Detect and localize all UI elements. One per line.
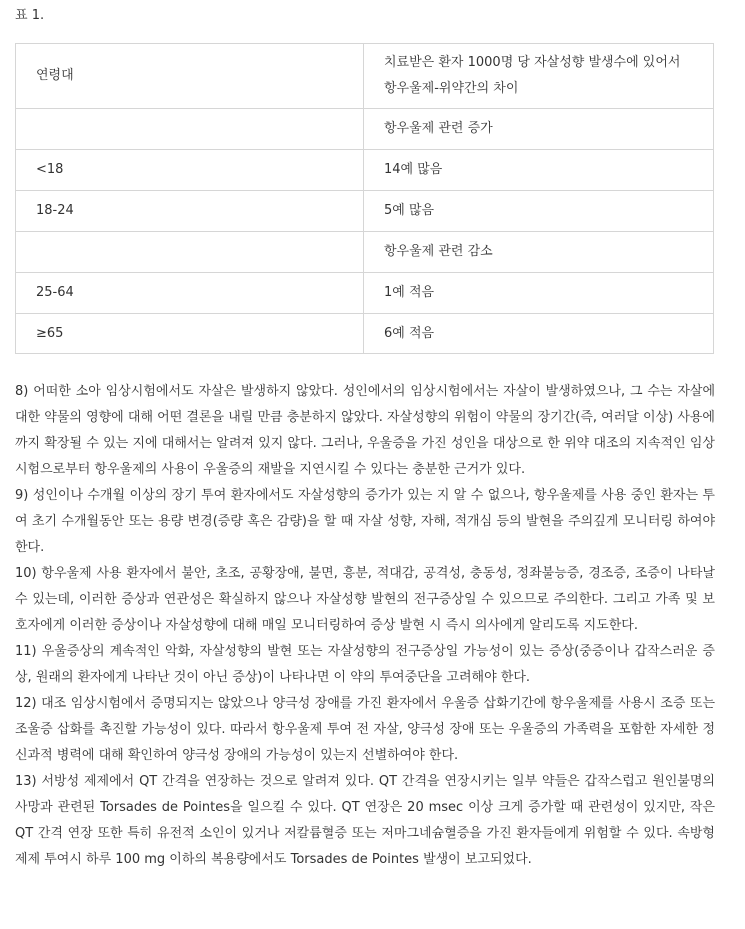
- table-header-row: [16, 44, 714, 109]
- table-row: [16, 191, 714, 232]
- paragraph-9: 9) 성인이나 수개월 이상의 장기 투여 환자에서도 자살성향의 증가가 있는 지 알 수 없으나, 항우울제를 사용 중인 환자는 투여 초기 수개월동안 또는 용량 변경(증량 혹은 감량)을 할 때 자살 성향, 자해, 적개심 등의 발현을 주의깊게 모니터링 하여야 한다.: [15, 488, 715, 555]
- paragraph-11: 11) 우울증상의 계속적인 악화, 자살성향의 발현 또는 자살성향의 전구증상일 가능성이 있는 증상(중증이나 갑작스러운 증상, 원래의 환자에게 나타난 것이 아닌 증상)이 나타나면 이 약의 투여중단을 고려해야 한다.: [15, 644, 715, 685]
- table-cell-value: 1예 적음: [364, 273, 714, 314]
- table-cell-value: 14예 많음: [364, 150, 714, 191]
- precautions-text: [15, 379, 715, 873]
- header-difference: 치료받은 환자 1000명 당 자살성향 발생수에 있어서 항우울제-위약간의 차이: [364, 44, 714, 109]
- table-cell-age: 18-24: [16, 191, 364, 232]
- table-cell-value: 6예 적음: [364, 314, 714, 354]
- table-row: [16, 273, 714, 314]
- table-cell-age: <18: [16, 150, 364, 191]
- header-age-group: 연령대: [16, 44, 364, 109]
- suicidality-table: [15, 43, 714, 354]
- paragraph-13: 13) 서방성 제제에서 QT 간격을 연장하는 것으로 알려져 있다. QT 간격을 연장시키는 일부 약들은 갑작스럽고 원인불명의 사망과 관련된 Torsades de Pointes을 일으킬 수 있다. QT 연장은 20 msec 이상 크게 증가할 때 관련성이 있지만, 작은 QT 간격 연장 또한 특히 유전적 소인이 있거나 저칼륨혈증 또는 저마그네슘혈증을 가진 환자들에게 위험할 수 있다. 속방형 제제 투여시 하루 100 mg 이하의 복용량에서도 Torsades de Pointes 발생이 보고되었다.: [15, 774, 715, 867]
- table-cell-value: 항우울제 관련 증가: [364, 109, 714, 150]
- paragraph-12: 12) 대조 임상시험에서 증명되지는 않았으나 양극성 장애를 가진 환자에서 우울증 삽화기간에 항우울제를 사용시 조증 또는 조울증 삽화를 촉진할 가능성이 있다. 따라서 항우울제 투여 전 자살, 양극성 장애 또는 우울증의 가족력을 포함한 자세한 정신과적 병력에 대해 확인하여 양극성 장애의 가능성이 있는지 선별하여야 한다.: [15, 696, 715, 763]
- table-cell-age: 25-64: [16, 273, 364, 314]
- paragraph-10: 10) 항우울제 사용 환자에서 불안, 초조, 공황장애, 불면, 흥분, 적대감, 공격성, 충동성, 정좌불능증, 경조증, 조증이 나타날 수 있는데, 이러한 증상과 연관성은 확실하지 않으나 자살성향 발현의 전구증상일 수 있으므로 주의한다. 그리고 가족 및 보호자에게 이러한 증상이나 자살성향에 대해 매일 모니터링하여 증상 발현 시 즉시 의사에게 알리도록 지도한다.: [15, 566, 715, 633]
- table-cell-age: ≥65: [16, 314, 364, 354]
- table-cell-value: 5예 많음: [364, 191, 714, 232]
- table-row: [16, 314, 714, 354]
- table-cell-age: [16, 232, 364, 273]
- paragraph-8: 8) 어떠한 소아 임상시험에서도 자살은 발생하지 않았다. 성인에서의 임상시험에서는 자살이 발생하였으나, 그 수는 자살에 대한 약물의 영향에 대해 어떤 결론을 내릴 만큼 충분하지 않았다. 자살성향의 위험이 약물의 장기간(즉, 여러달 이상) 사용에까지 확장될 수 있는 지에 대해서는 알려져 있지 않다. 그러나, 우울증을 가진 성인을 대상으로 한 위약 대조의 지속적인 임상시험으로부터 항우울제의 사용이 우울증의 재발을 지연시킬 수 있다는 충분한 근거가 있다.: [15, 384, 715, 477]
- table-row: [16, 109, 714, 150]
- table-cell-age: [16, 109, 364, 150]
- table-cell-value: 항우울제 관련 감소: [364, 232, 714, 273]
- table-row: [16, 150, 714, 191]
- table-row: [16, 232, 714, 273]
- table-caption: 표 1.: [15, 8, 45, 23]
